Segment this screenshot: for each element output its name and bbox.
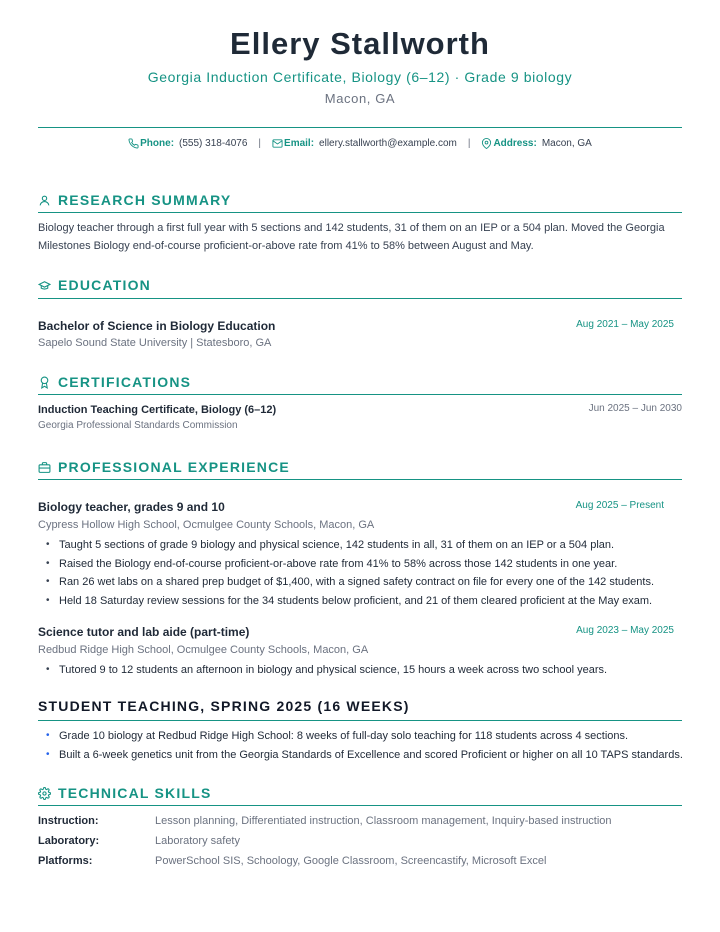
list-item: • Taught 5 sections of grade 9 biology and physical science, 142 students in all, 31 of them on an IEP or a 504 plan.: [46, 536, 686, 555]
research-summary-text: Biology teacher through a first full year with 5 sections and 142 students, 31 of them on an IEP or a 504 plan. Moved the Georgia Milestones Biology end-of-course proficient-or-above rate from 41% to 58% between August and May.: [38, 222, 665, 252]
job-title: Biology teacher, grades 9 and 10: [38, 500, 225, 514]
skill-row-laboratory: [38, 835, 682, 847]
section-divider: [38, 212, 682, 213]
user-icon: [38, 194, 51, 207]
contact-email[interactable]: [272, 138, 457, 149]
certification-name: Induction Teaching Certificate, Biology (6–12): [38, 404, 277, 416]
section-divider: [38, 805, 682, 806]
job-bullets: [46, 536, 686, 610]
section-heading-student-teaching: [38, 698, 682, 714]
contact-bar: [0, 138, 720, 149]
list-item: • Raised the Biology end-of-course proficient-or-above rate from 41% to 58% across those 142 students in one year.: [46, 555, 686, 574]
contact-separator: |: [467, 138, 471, 149]
skill-label: Platforms:: [38, 855, 93, 867]
location: Macon, GA: [324, 91, 396, 106]
phone-value: (555) 318-4076: [179, 138, 248, 149]
list-item: • Ran 26 wet labs on a shared prep budget of $1,400, with a signed safety contract on file for every one of the 142 students.: [46, 573, 686, 592]
email-value: ellery.stallworth@example.com: [319, 138, 457, 149]
certification-issuer: Georgia Professional Standards Commission: [38, 420, 238, 431]
student-teaching-bullets: [46, 727, 686, 764]
contact-address: [481, 138, 591, 149]
section-divider: [38, 720, 682, 721]
section-title: RESEARCH SUMMARY: [58, 192, 232, 208]
job-dates: Aug 2023 – May 2025: [576, 625, 674, 636]
skill-label: Instruction:: [38, 815, 99, 827]
skill-row-instruction: [38, 815, 682, 827]
certification-dates: Jun 2025 – Jun 2030: [588, 403, 682, 414]
briefcase-icon: [38, 461, 51, 474]
contact-separator: |: [258, 138, 262, 149]
phone-label: Phone:: [140, 138, 175, 149]
skill-row-platforms: [38, 855, 682, 867]
section-heading-certifications: [38, 374, 682, 390]
school-name: Sapelo Sound State University | Statesboro, GA: [38, 337, 272, 349]
job-organization: Redbud Ridge High School, Ocmulgee County Schools, Macon, GA: [38, 644, 369, 656]
list-item: • Held 18 Saturday review sessions for the 34 students below proficient, and 21 of them cleared proficient at the May exam.: [46, 592, 686, 611]
skill-label: Laboratory:: [38, 835, 100, 847]
section-heading-research: [38, 192, 682, 208]
skill-value: PowerSchool SIS, Schoology, Google Classroom, Screencastify, Microsoft Excel: [155, 855, 547, 867]
section-title: EDUCATION: [58, 277, 151, 293]
skill-value: Lesson planning, Differentiated instruction, Classroom management, Inquiry-based instruction: [155, 815, 612, 827]
header-divider: [38, 127, 682, 128]
section-divider: [38, 298, 682, 299]
graduation-cap-icon: [38, 279, 51, 292]
email-label: Email:: [284, 138, 315, 149]
job-organization: Cypress Hollow High School, Ocmulgee County Schools, Macon, GA: [38, 519, 375, 531]
job-bullets: [46, 661, 686, 680]
degree-title: Bachelor of Science in Biology Education: [38, 319, 276, 333]
section-divider: [38, 394, 682, 395]
address-value: Macon, GA: [541, 138, 592, 149]
map-pin-icon: [481, 138, 492, 149]
list-item: • Built a 6-week genetics unit from the Georgia Standards of Excellence and scored Proficient or higher on all 10 TAPS standards.: [46, 746, 686, 765]
section-heading-skills: [38, 785, 682, 801]
section-heading-education: [38, 277, 682, 293]
section-divider: [38, 479, 682, 480]
phone-icon: [128, 138, 139, 149]
award-icon: [38, 376, 51, 389]
mail-icon: [272, 138, 283, 149]
section-heading-experience: [38, 459, 682, 475]
list-item: • Tutored 9 to 12 students an afternoon in biology and physical science, 15 hours a week across two school years.: [46, 661, 686, 680]
education-dates: Aug 2021 – May 2025: [576, 319, 674, 330]
section-title: PROFESSIONAL EXPERIENCE: [58, 459, 290, 475]
candidate-name: Ellery Stallworth: [230, 26, 490, 61]
skill-value: Laboratory safety: [155, 835, 240, 847]
address-label: Address:: [493, 138, 537, 149]
job-title: Science tutor and lab aide (part-time): [38, 625, 250, 639]
contact-phone[interactable]: [128, 138, 247, 149]
section-title: CERTIFICATIONS: [58, 374, 192, 390]
headline: Georgia Induction Certificate, Biology (6–12) · Grade 9 biology: [147, 69, 573, 85]
list-item: • Grade 10 biology at Redbud Ridge High School: 8 weeks of full-day solo teaching for 118 students across 4 sections.: [46, 727, 686, 746]
section-title: STUDENT TEACHING, SPRING 2025 (16 WEEKS): [38, 698, 410, 714]
job-dates: Aug 2025 – Present: [575, 500, 664, 511]
section-title: TECHNICAL SKILLS: [58, 785, 212, 801]
gear-icon: [38, 787, 51, 800]
